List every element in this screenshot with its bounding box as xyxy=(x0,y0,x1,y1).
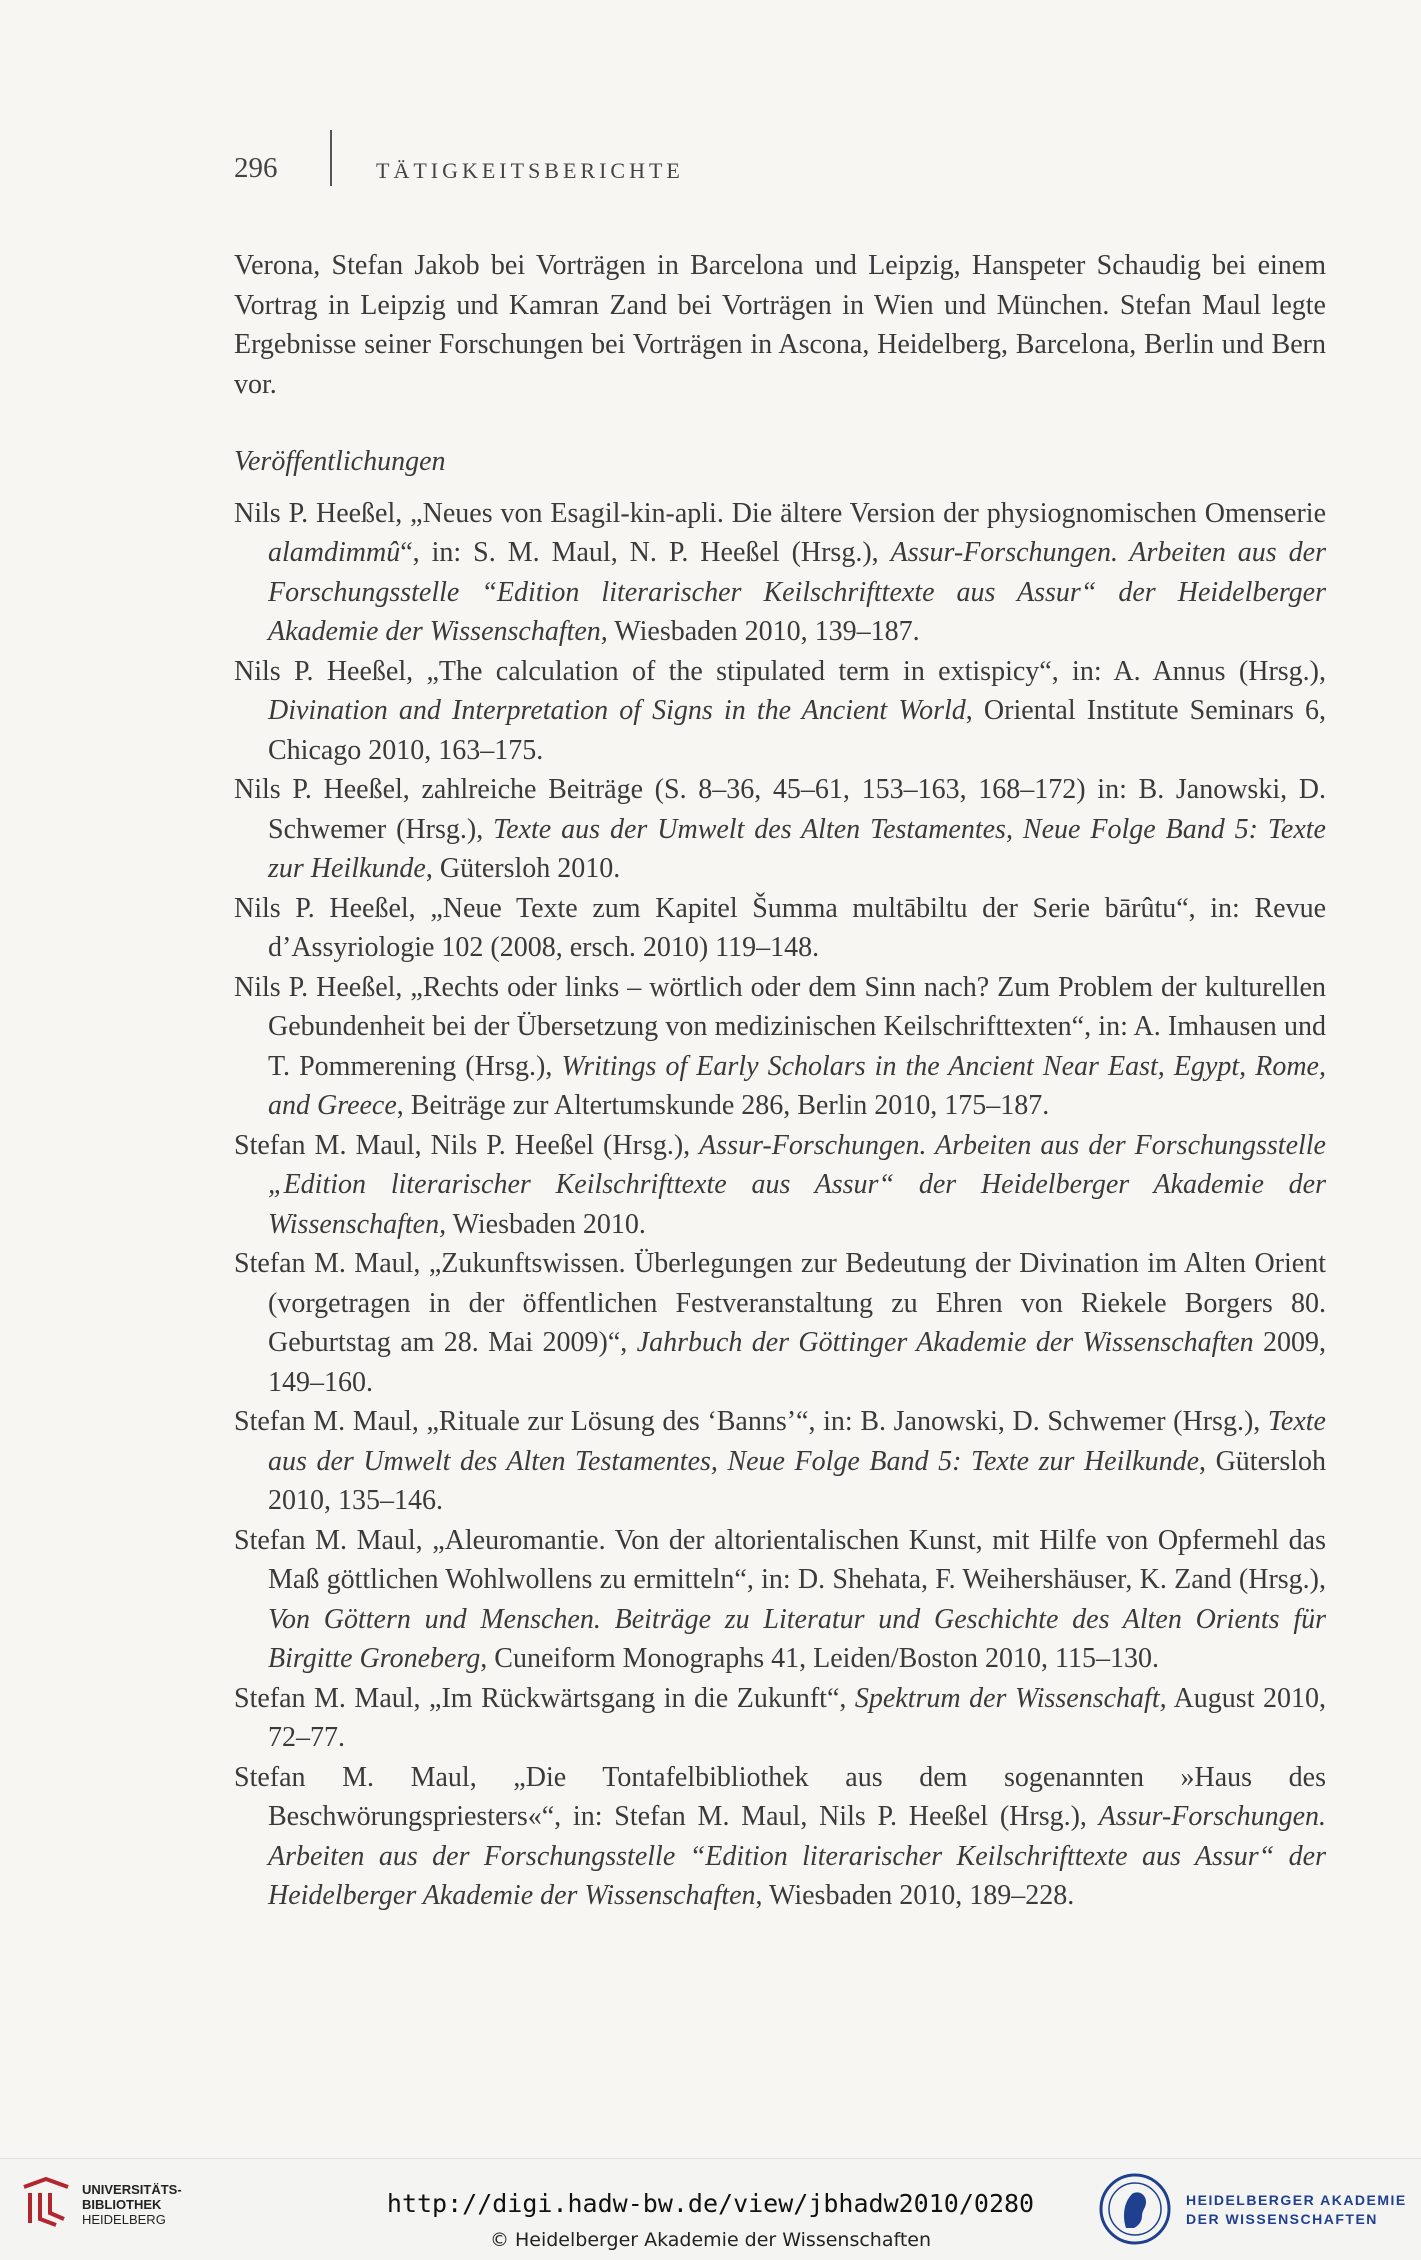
page-number: 296 xyxy=(234,152,278,184)
bibliography-entry: Nils P. Heeßel, „Neue Texte zum Kapitel Šumma multābiltu der Serie bārûtu“, in: Revue d’Assyriologie 102 (2008, ersch. 2010) 119–148. xyxy=(234,892,1326,963)
section-heading: Veröffentlichungen xyxy=(234,446,446,477)
page-footer xyxy=(0,2158,1421,2260)
permalink-url[interactable]: http://digi.hadw-bw.de/view/jbhadw2010/0280 xyxy=(386,2189,1035,2218)
bibliography-entry: Nils P. Heeßel, zahlreiche Beiträge (S. 8–36, 45–61, 153–163, 168–172) in: B. Janowski, D. Schwemer (Hrsg.), Texte aus der Umwelt des Alten Testamentes, Neue Folge Band 5: Texte zur Heilkunde, Gütersloh 2010. xyxy=(234,774,1326,884)
bibliography-entry: Stefan M. Maul, „Zukunftswissen. Überlegungen zur Bedeutung der Divination im Alten Orient (vorgetragen in der öffentlichen Festveranstaltung zu Ehren von Riekele Borgers 80. Geburtstag am 28. Mai 2009)“, Jahrbuch der Göttinger Akademie der Wissenschaften 2009, 149–160. xyxy=(234,1248,1327,1398)
bibliography-entry: Stefan M. Maul, „Aleuromantie. Von der altorientalischen Kunst, mit Hilfe von Opfermehl das Maß göttlichen Wohlwollens zu ermitteln“, in: D. Shehata, F. Weihershäuser, K. Zand (Hrsg.), Von Göttern und Menschen. Beiträge zu Literatur und Geschichte des Alten Orients für Birgitte Groneberg, Cuneiform Monographs 41, Leiden/Boston 2010, 115–130. xyxy=(234,1524,1326,1674)
bibliography-entry: Nils P. Heeßel, „Neues von Esagil-kin-apli. Die ältere Version der physiognomischen Omenserie alamdimmû“, in: S. M. Maul, N. P. Heeßel (Hrsg.), Assur-Forschungen. Arbeiten aus der Forschungsstelle “Edition literarischer Keilschrifttexte aus Assur“ der Heidelberger Akademie der Wissenschaften, Wiesbaden 2010, 139–187. xyxy=(234,497,1327,647)
bibliography-entry: Stefan M. Maul, „Die Tontafelbibliothek aus dem sogenannten »Haus des Beschwörungspriesters«“, in: Stefan M. Maul, Nils P. Heeßel (Hrsg.), Assur-Forschungen. Arbeiten aus der Forschungsstelle “Edition literarischer Keilschrifttexte aus Assur“ der Heidelberger Akademie der Wissenschaften, Wiesbaden 2010, 189–228. xyxy=(234,1761,1326,1911)
academy-seal-icon xyxy=(1098,2172,1172,2246)
main-text xyxy=(234,246,1326,1916)
bibliography-entry: Stefan M. Maul, „Im Rückwärtsgang in die Zukunft“, Spektrum der Wissenschaft, August 2010, 72–77. xyxy=(234,1682,1326,1753)
header-divider xyxy=(330,130,332,186)
bibliography-entry: Nils P. Heeßel, „The calculation of the stipulated term in extispicy“, in: A. Annus (Hrsg.), Divination and Interpretation of Signs in the Ancient World, Oriental Institute Seminars 6, Chicago 2010, 163–175. xyxy=(234,655,1327,766)
bibliography-entry: Stefan M. Maul, Nils P. Heeßel (Hrsg.), Assur-Forschungen. Arbeiten aus der Forschungsstelle „Edition literarischer Keilschrifttexte aus Assur“ der Heidelberger Akademie der Wissenschaften, Wiesbaden 2010. xyxy=(234,1129,1326,1240)
intro-paragraph: Verona, Stefan Jakob bei Vorträgen in Barcelona und Leipzig, Hanspeter Schaudig bei einem Vortrag in Leipzig und Kamran Zand bei Vorträgen in Wien und München. Stefan Maul legte Ergebnisse seiner Forschungen bei Vorträgen in Ascona, Heidelberg, Barcelona, Berlin und Bern vor. xyxy=(234,250,1326,400)
bibliography-entry: Stefan M. Maul, „Rituale zur Lösung des ‘Banns’“, in: B. Janowski, D. Schwemer (Hrsg.), Texte aus der Umwelt des Alten Testamentes, Neue Folge Band 5: Texte zur Heilkunde, Gütersloh 2010, 135–146. xyxy=(234,1406,1327,1516)
copyright-notice: © Heidelberger Akademie der Wissenschaften xyxy=(489,2229,932,2251)
academy-name: HEIDELBERGER AKADEMIE DER WISSENSCHAFTEN xyxy=(1186,2192,1407,2227)
bibliography-entry: Nils P. Heeßel, „Rechts oder links – wörtlich oder dem Sinn nach? Zum Problem der kulturellen Gebundenheit bei der Übersetzung von medizinischen Keilschrifttexten“, in: A. Imhausen und T. Pommerening (Hrsg.), Writings of Early Scholars in the Ancient Near East, Egypt, Rome, and Greece, Beiträge zur Altertumskunde 286, Berlin 2010, 175–187. xyxy=(234,971,1326,1121)
running-title: TÄTIGKEITSBERICHTE xyxy=(376,158,684,183)
university-library-name: UNIVERSITÄTS- BIBLIOTHEK HEIDELBERG xyxy=(82,2182,182,2227)
